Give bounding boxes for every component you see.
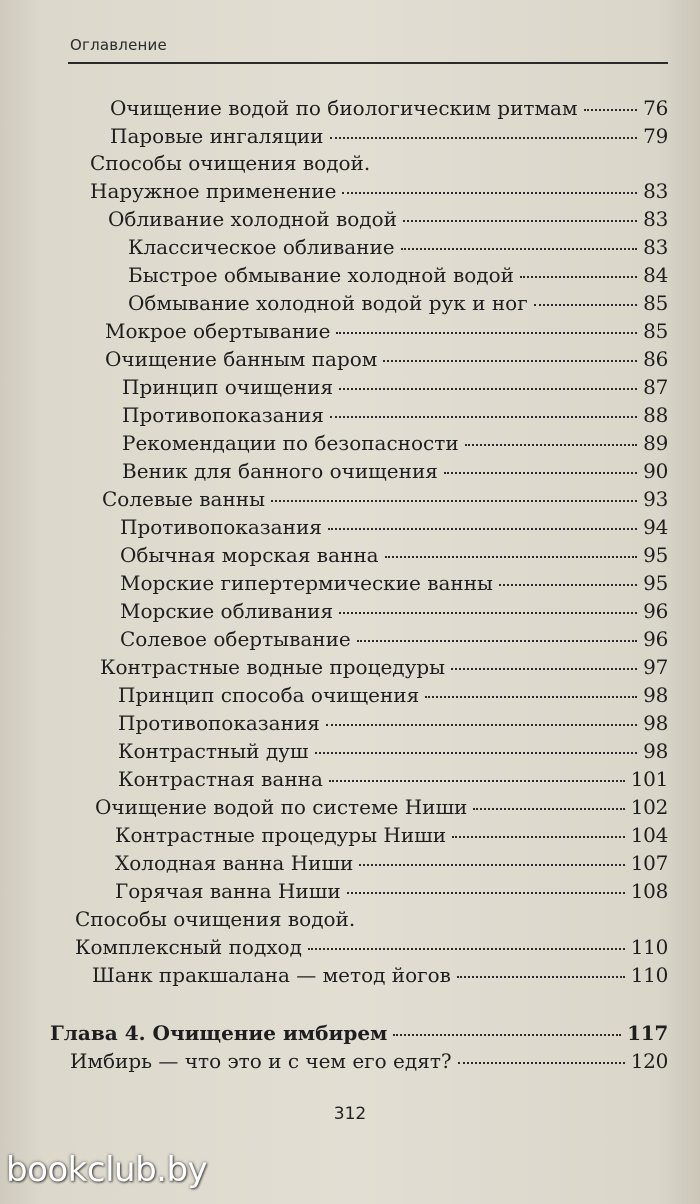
toc-entry: Контрастная ванна 101 [118, 767, 668, 791]
toc-entry: Противопоказания 88 [122, 403, 668, 427]
toc-entry: Комплексный подход 110 [75, 935, 668, 959]
page-number: 312 [333, 1104, 367, 1124]
toc-entry: Быстрое обмывание холодной водой 84 [128, 263, 668, 287]
toc-entry: Обычная морская ванна 95 [120, 543, 668, 567]
toc-entry: Классическое обливание 83 [128, 235, 668, 259]
toc-entry: Противопоказания 94 [120, 515, 668, 539]
toc-entry: Шанк пракшалана — метод йогов 110 [92, 963, 668, 987]
toc-entry: Контрастные процедуры Ниши 104 [115, 823, 668, 847]
toc-entry: Солевое обертывание 96 [120, 627, 668, 651]
toc-chapter-entry: Глава 4. Очищение имбирем 117 [50, 1021, 668, 1045]
toc-entry: Паровые ингаляции 79 [110, 124, 668, 148]
toc-entry: Очищение водой по системе Ниши 102 [95, 795, 668, 819]
toc-entry: Контрастные водные процедуры 97 [100, 655, 668, 679]
toc-entry: Очищение банным паром 86 [105, 347, 668, 371]
toc-entry: Очищение водой по биологическим ритмам 76 [110, 96, 668, 120]
toc-entry: Способы очищения водой. [75, 907, 356, 931]
toc-entry: Морские обливания 96 [120, 599, 668, 623]
running-head: Оглавление [70, 36, 167, 54]
toc-entry: Способы очищения водой. [90, 151, 371, 175]
toc-entry: Мокрое обертывание 85 [105, 319, 668, 343]
watermark: bookclub.by [6, 1150, 208, 1190]
toc-entry: Наружное применение 83 [90, 179, 668, 203]
toc-entry: Обмывание холодной водой рук и ног 85 [128, 291, 668, 315]
toc-entry: Морские гипертермические ванны 95 [120, 571, 668, 595]
toc-entry: Обливание холодной водой 83 [108, 207, 668, 231]
toc-entry: Веник для банного очищения 90 [122, 459, 668, 483]
toc-entry: Имбирь — что это и с чем его едят? 120 [70, 1049, 668, 1073]
toc-entry: Горячая ванна Ниши 108 [115, 879, 668, 903]
header-rule [68, 62, 668, 64]
toc-entry: Контрастный душ 98 [118, 739, 668, 763]
toc-entry: Противопоказания 98 [118, 711, 668, 735]
toc-entry: Рекомендации по безопасности 89 [122, 431, 668, 455]
toc-entry: Принцип способа очищения 98 [118, 683, 668, 707]
toc-entry: Солевые ванны 93 [102, 487, 668, 511]
toc-entry: Холодная ванна Ниши 107 [115, 851, 668, 875]
toc-entry: Принцип очищения 87 [122, 375, 668, 399]
